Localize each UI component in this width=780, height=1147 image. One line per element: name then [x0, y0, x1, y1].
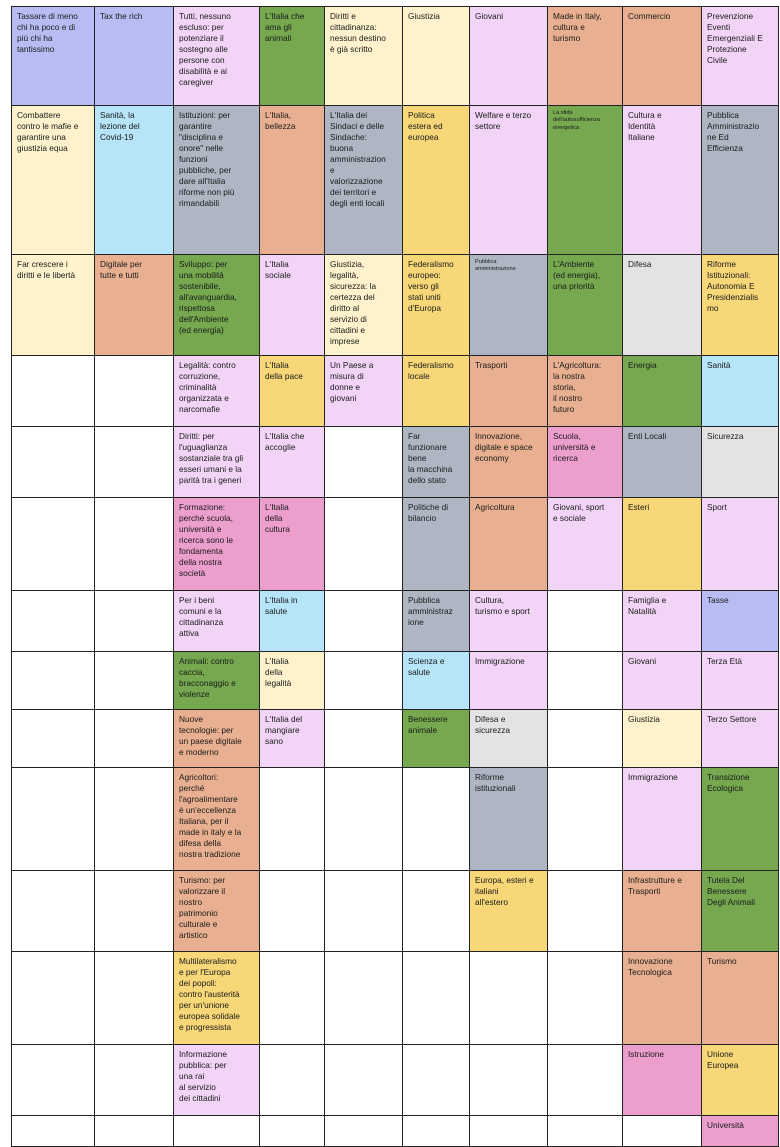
- topic-label: Energia: [628, 360, 657, 370]
- topic-cell: [470, 498, 548, 591]
- topic-label: Sanità: [707, 360, 731, 370]
- empty-cell: [325, 1045, 403, 1116]
- empty-cell: [470, 1045, 548, 1116]
- empty-cell: [260, 952, 325, 1045]
- empty-cell: [95, 952, 174, 1045]
- topic-label: La sfida dell'autosufficienza energetica: [553, 110, 600, 131]
- topic-cell: [403, 7, 470, 106]
- topic-label: Welfare e terzo settore: [475, 110, 532, 132]
- topic-cell: [702, 106, 779, 255]
- empty-cell: [260, 871, 325, 952]
- topic-label: L'Italia della cultura: [265, 502, 290, 535]
- topic-cell: [470, 871, 548, 952]
- topic-cell: [623, 255, 702, 356]
- topic-cell: [702, 255, 779, 356]
- topic-label: Giustizia: [628, 714, 660, 724]
- topic-label: Pubblica amministraz ione: [408, 595, 453, 628]
- topic-label: Agricoltura: [475, 502, 515, 512]
- topic-label: Difesa e sicurezza: [475, 714, 511, 736]
- topic-label: Innovazione Tecnologica: [628, 956, 673, 978]
- topic-cell: [623, 427, 702, 498]
- empty-cell: [12, 768, 95, 871]
- topic-label: Istituzioni: per garantire "disciplina e onore" nelle funzioni pubbliche, per dare all'Italia riforme non più rimandabili: [179, 110, 235, 209]
- topic-label: L'Italia, bellezza: [265, 110, 296, 132]
- topic-cell: [174, 255, 260, 356]
- topic-label: L'Italia della pace: [265, 360, 303, 382]
- topic-cell: [470, 427, 548, 498]
- topic-label: Diritti e cittadinanza: nessun destino è già scritto: [330, 11, 386, 55]
- topic-label: Università: [707, 1120, 744, 1130]
- topic-label: Sanità, la lezione del Covid-19: [100, 110, 140, 143]
- topic-label: Sport: [707, 502, 727, 512]
- topic-cell: [174, 871, 260, 952]
- topic-cell: [702, 1116, 779, 1147]
- topic-cell: [470, 356, 548, 427]
- empty-cell: [548, 768, 623, 871]
- topic-label: Legalità: contro corruzione, criminalità organizzata e narcomafie: [179, 360, 236, 415]
- topic-cell: [174, 768, 260, 871]
- empty-cell: [174, 1116, 260, 1147]
- topic-label: Multilateralismo e per l'Europa dei popoli: contro l'austerità per un'unione europea solidale e progressista: [179, 956, 240, 1033]
- topic-cell: [174, 106, 260, 255]
- topic-label: Infrastrutture e Trasporti: [628, 875, 682, 897]
- empty-cell: [12, 1045, 95, 1116]
- topic-label: Giovani: [628, 656, 657, 666]
- topic-label: Giustizia, legalità, sicurezza: la certezza del diritto al servizio di cittadini e imprese: [330, 259, 377, 347]
- table-row: [12, 652, 779, 710]
- topic-cell: [623, 871, 702, 952]
- topic-cell: [174, 591, 260, 652]
- empty-cell: [470, 1116, 548, 1147]
- empty-cell: [95, 652, 174, 710]
- topic-label: Tutela Del Benessere Degli Animali: [707, 875, 755, 908]
- topic-label: Cultura e Identità Italiane: [628, 110, 662, 143]
- topic-label: Riforme istituzionali: [475, 772, 516, 794]
- topic-cell: [260, 356, 325, 427]
- topic-label: Enti Locali: [628, 431, 667, 441]
- empty-cell: [325, 952, 403, 1045]
- topic-label: L'Agricoltura: la nostra storia, il nostro futuro: [553, 360, 602, 415]
- topic-label: Immigrazione: [475, 656, 525, 666]
- empty-cell: [95, 356, 174, 427]
- empty-cell: [12, 871, 95, 952]
- empty-cell: [325, 591, 403, 652]
- topic-cell: [702, 356, 779, 427]
- empty-cell: [403, 1045, 470, 1116]
- topic-cell: [260, 7, 325, 106]
- table-row: [12, 952, 779, 1045]
- table-row: [12, 427, 779, 498]
- topic-label: Tutti, nessuno escluso: per potenziare il sostegno alle persone con disabilità e ai caregiver: [179, 11, 231, 88]
- topic-cell: [403, 710, 470, 768]
- empty-cell: [548, 952, 623, 1045]
- topic-label: Unione Europea: [707, 1049, 739, 1071]
- topic-label: Famiglia e Natalità: [628, 595, 667, 617]
- topic-label: Far crescere i diritti e le libertà: [17, 259, 76, 281]
- topic-cell: [403, 356, 470, 427]
- empty-cell: [95, 427, 174, 498]
- empty-cell: [548, 591, 623, 652]
- topic-cell: [623, 106, 702, 255]
- empty-cell: [325, 1116, 403, 1147]
- empty-cell: [325, 871, 403, 952]
- topic-label: L'Italia dei Sindaci e delle Sindache: buona amministrazion e valorizzazione dei territori e degli enti locali: [330, 110, 386, 209]
- topic-label: Politiche di bilancio: [408, 502, 449, 524]
- topic-label: Tassare di meno chi ha poco e di più chi ha tantissimo: [17, 11, 78, 55]
- empty-cell: [548, 710, 623, 768]
- empty-cell: [95, 710, 174, 768]
- topic-label: L'Italia sociale: [265, 259, 291, 281]
- topic-label: Istruzione: [628, 1049, 664, 1059]
- topic-label: Diritti: per l'uguaglianza sostanziale tra gli esseri umani e la parità tra i generi: [179, 431, 244, 486]
- topic-cell: [325, 356, 403, 427]
- topic-label: Tasse: [707, 595, 729, 605]
- topic-cell: [702, 768, 779, 871]
- topic-label: Difesa: [628, 259, 652, 269]
- empty-cell: [95, 498, 174, 591]
- topic-label: Giustizia: [408, 11, 440, 21]
- topic-cell: [325, 7, 403, 106]
- topic-cell: [470, 710, 548, 768]
- topic-cell: [702, 710, 779, 768]
- empty-cell: [12, 427, 95, 498]
- topic-cell: [548, 427, 623, 498]
- topic-label: Giovani, sport e sociale: [553, 502, 605, 524]
- topic-cell: [95, 255, 174, 356]
- empty-cell: [12, 498, 95, 591]
- topic-cell: [702, 427, 779, 498]
- topic-label: Animali: contro caccia, bracconaggio e violenze: [179, 656, 236, 700]
- topic-cell: [548, 356, 623, 427]
- topic-cell: [95, 7, 174, 106]
- topic-cell: [548, 498, 623, 591]
- topic-label: Terzo Settore: [707, 714, 757, 724]
- empty-cell: [95, 591, 174, 652]
- topic-label: Politica estera ed europea: [408, 110, 443, 143]
- table-row: [12, 710, 779, 768]
- topic-label: Federalismo locale: [408, 360, 454, 382]
- topic-cell: [623, 710, 702, 768]
- topic-label: Per i beni comuni e la cittadinanza attiva: [179, 595, 224, 639]
- topic-label: Trasporti: [475, 360, 508, 370]
- topic-cell: [623, 498, 702, 591]
- topic-label: L'Italia della legalità: [265, 656, 292, 689]
- topic-label: Prevenzione Eventi Emergenziali E Protezione Civile: [707, 11, 763, 66]
- empty-cell: [403, 952, 470, 1045]
- topic-label: Immigrazione: [628, 772, 678, 782]
- empty-cell: [95, 1116, 174, 1147]
- topic-cell: [470, 106, 548, 255]
- topic-label: Tax the rich: [100, 11, 143, 21]
- table-row: [12, 106, 779, 255]
- empty-cell: [12, 652, 95, 710]
- empty-cell: [403, 768, 470, 871]
- topic-cell: [403, 498, 470, 591]
- topic-label: Esteri: [628, 502, 650, 512]
- empty-cell: [403, 1116, 470, 1147]
- topic-label: Turismo: per valorizzare il nostro patrimonio culturale e artistico: [179, 875, 226, 941]
- topic-label: L'Italia in salute: [265, 595, 298, 617]
- topic-label: L'Ambiente (ed energia), una priorità: [553, 259, 601, 292]
- topic-label: Pubblica amministrazione: [475, 259, 516, 273]
- empty-cell: [12, 710, 95, 768]
- topic-label: Turismo: [707, 956, 737, 966]
- topic-cell: [325, 255, 403, 356]
- empty-cell: [325, 768, 403, 871]
- topic-cell: [623, 652, 702, 710]
- empty-cell: [325, 498, 403, 591]
- program-topics-table: [11, 6, 779, 1147]
- topic-label: L'Italia del mangiare sano: [265, 714, 303, 747]
- topic-cell: [403, 106, 470, 255]
- topic-cell: [260, 427, 325, 498]
- table-row: [12, 768, 779, 871]
- topic-label: Combattere contro le mafie e garantire una giustizia equa: [17, 110, 79, 154]
- topic-label: Scienza e salute: [408, 656, 445, 678]
- topic-cell: [623, 1045, 702, 1116]
- topic-label: Cultura, turismo e sport: [475, 595, 530, 617]
- topic-cell: [702, 1045, 779, 1116]
- topic-cell: [702, 498, 779, 591]
- empty-cell: [548, 1045, 623, 1116]
- empty-cell: [12, 952, 95, 1045]
- topic-cell: [403, 591, 470, 652]
- topic-cell: [702, 952, 779, 1045]
- empty-cell: [325, 427, 403, 498]
- topic-cell: [260, 591, 325, 652]
- topic-label: L'Italia che accoglie: [265, 431, 305, 453]
- topic-cell: [260, 498, 325, 591]
- empty-cell: [12, 356, 95, 427]
- topic-label: Nuove tecnologie: per un paese digitale e moderno: [179, 714, 242, 758]
- empty-cell: [325, 710, 403, 768]
- empty-cell: [12, 1116, 95, 1147]
- topic-label: Formazione: perché scuola, università e ricerca sono le fondamenta della nostra società: [179, 502, 233, 579]
- topic-label: Innovazione, digitale e space economy: [475, 431, 533, 464]
- topic-cell: [623, 591, 702, 652]
- topic-label: Transizione Ecologica: [707, 772, 750, 794]
- topic-label: Commercio: [628, 11, 671, 21]
- topic-cell: [174, 498, 260, 591]
- table-row: [12, 356, 779, 427]
- topic-cell: [623, 356, 702, 427]
- topic-cell: [623, 7, 702, 106]
- topic-cell: [702, 7, 779, 106]
- topic-cell: [403, 255, 470, 356]
- topic-label: Benessere animale: [408, 714, 448, 736]
- topic-label: Made in Italy, cultura e turismo: [553, 11, 602, 44]
- topic-label: Far funzionare bene la macchina dello stato: [408, 431, 453, 486]
- topic-cell: [325, 106, 403, 255]
- topic-cell: [174, 427, 260, 498]
- topic-cell: [174, 952, 260, 1045]
- topic-cell: [260, 106, 325, 255]
- topic-cell: [470, 652, 548, 710]
- empty-cell: [470, 952, 548, 1045]
- topic-cell: [174, 1045, 260, 1116]
- empty-cell: [548, 871, 623, 952]
- table-row: [12, 871, 779, 952]
- topic-label: L'Italia che ama gli animali: [265, 11, 305, 44]
- empty-cell: [623, 1116, 702, 1147]
- empty-cell: [95, 768, 174, 871]
- topic-label: Scuola, università e ricerca: [553, 431, 596, 464]
- empty-cell: [548, 1116, 623, 1147]
- topic-cell: [174, 7, 260, 106]
- table-body: [12, 7, 779, 1147]
- topic-label: Terza Età: [707, 656, 743, 666]
- topic-cell: [260, 652, 325, 710]
- topic-label: Sicurezza: [707, 431, 744, 441]
- topic-cell: [548, 255, 623, 356]
- topic-label: Federalismo europeo: verso gli stati uniti d'Europa: [408, 259, 454, 314]
- empty-cell: [12, 591, 95, 652]
- topic-cell: [470, 591, 548, 652]
- topic-cell: [174, 710, 260, 768]
- topic-cell: [548, 7, 623, 106]
- empty-cell: [260, 768, 325, 871]
- topic-label: Sviluppo: per una mobilità sostenibile, all'avanguardia, rispettosa dell'Ambiente (ed energia): [179, 259, 237, 336]
- topic-cell: [12, 106, 95, 255]
- topic-cell: [174, 652, 260, 710]
- topic-cell: [470, 255, 548, 356]
- empty-cell: [325, 652, 403, 710]
- topic-cell: [702, 591, 779, 652]
- topic-cell: [95, 106, 174, 255]
- table-row: [12, 7, 779, 106]
- topic-cell: [702, 652, 779, 710]
- empty-cell: [95, 1045, 174, 1116]
- topic-label: Riforme Istituzionali: Autonomia E Presidenzialis mo: [707, 259, 759, 314]
- empty-cell: [260, 1116, 325, 1147]
- empty-cell: [548, 652, 623, 710]
- topic-label: Giovani: [475, 11, 504, 21]
- topic-cell: [623, 768, 702, 871]
- empty-cell: [95, 871, 174, 952]
- topic-cell: [403, 652, 470, 710]
- topic-label: Un Paese a misura di donne e giovani: [330, 360, 374, 404]
- topic-label: Agricoltori: perché l'agroalimentare è un'eccellenza Italiana, per il made in italy e la difesa della nostra tradizione: [179, 772, 242, 860]
- topic-label: Digitale per tutte e tutti: [100, 259, 142, 281]
- topic-label: Informazione pubblica: per una rai al servizio dei cittadini: [179, 1049, 227, 1104]
- table-row: [12, 255, 779, 356]
- table-row: [12, 1045, 779, 1116]
- topic-cell: [260, 255, 325, 356]
- table-row: [12, 1116, 779, 1147]
- topic-cell: [12, 255, 95, 356]
- topic-cell: [623, 952, 702, 1045]
- topic-cell: [702, 871, 779, 952]
- topic-cell: [12, 7, 95, 106]
- topic-cell: [174, 356, 260, 427]
- topic-cell: [403, 427, 470, 498]
- topic-cell: [260, 710, 325, 768]
- table-row: [12, 591, 779, 652]
- empty-cell: [260, 1045, 325, 1116]
- topic-label: Pubblica Amministrazio ne Ed Efficienza: [707, 110, 760, 154]
- topic-cell: [470, 7, 548, 106]
- topic-cell: [470, 768, 548, 871]
- empty-cell: [403, 871, 470, 952]
- table-row: [12, 498, 779, 591]
- topic-cell: [548, 106, 623, 255]
- topic-label: Europa, esteri e italiani all'estero: [475, 875, 534, 908]
